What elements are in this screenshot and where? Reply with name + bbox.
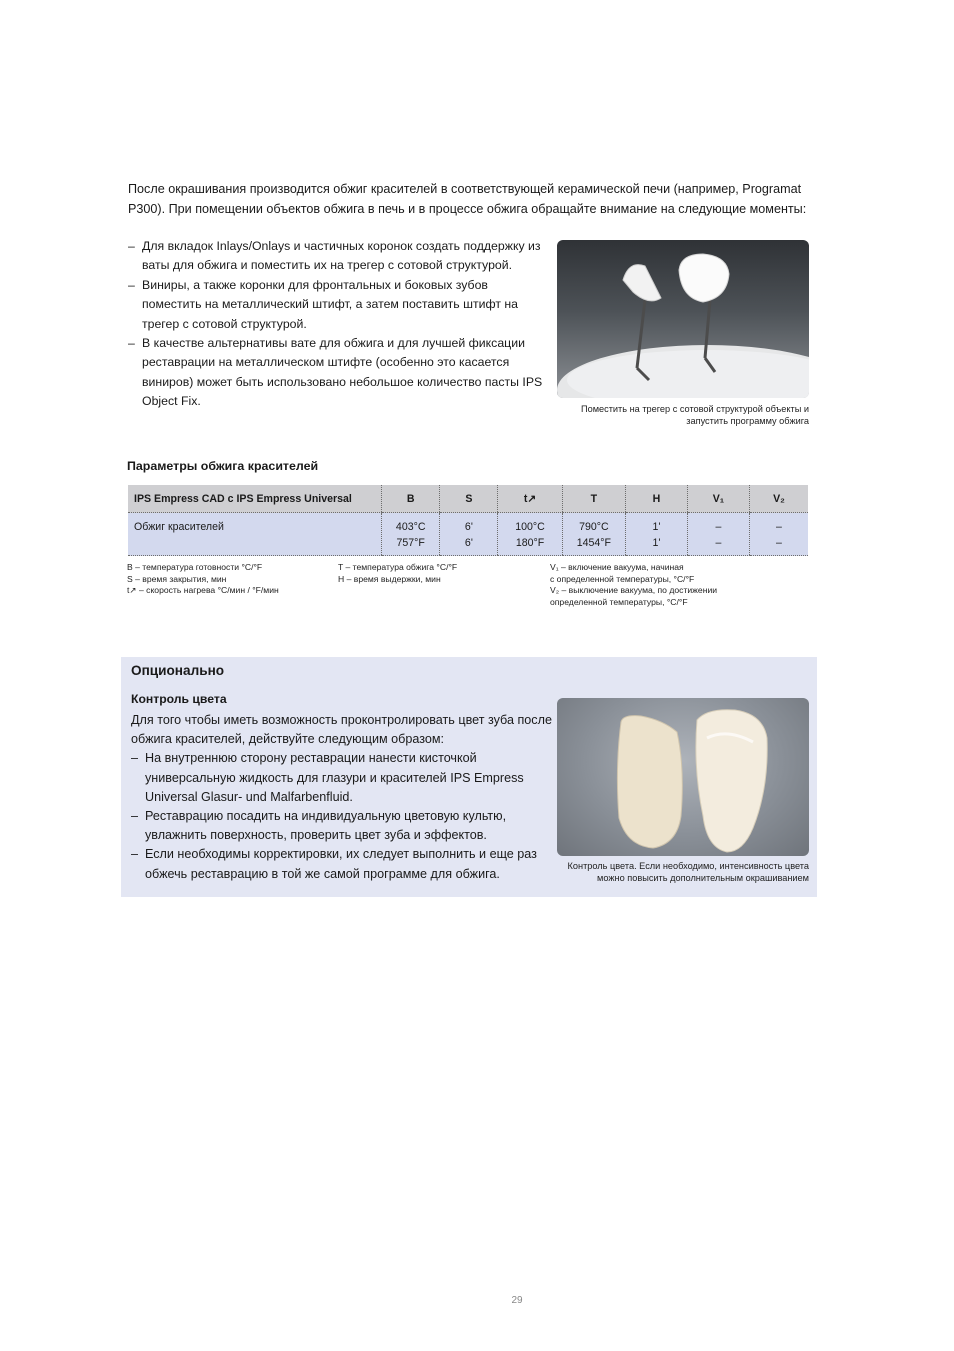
list-item-text: Виниры, а также коронки для фронтальных и боковых зубов поместить на металлический штифт, а затем поставить штифт на трегер с сотовой структурой. bbox=[142, 277, 519, 331]
legend-item: t↗ – скорость нагрева °C/мин / °F/мин bbox=[127, 585, 279, 595]
bullet-dash: – bbox=[131, 751, 139, 766]
bullet-dash: – bbox=[131, 847, 139, 862]
legend-column bbox=[338, 562, 457, 585]
veneer bbox=[623, 265, 661, 301]
table-cell: 6' 6' bbox=[440, 513, 498, 556]
legend-item: H – время выдержки, мин bbox=[338, 573, 441, 584]
table-row bbox=[128, 513, 808, 556]
table-cell: 403°C 757°F bbox=[382, 513, 440, 556]
page-number: 29 bbox=[511, 1295, 523, 1306]
table-cell: 1' 1' bbox=[626, 513, 688, 556]
legend-item: T – температура обжига °C/°F bbox=[338, 562, 458, 572]
color-check-illustration bbox=[557, 698, 809, 856]
legend-item: V₁ – включение вакуума, начиная bbox=[550, 562, 684, 572]
legend-item: с определенной температуры, °C/°F bbox=[550, 573, 695, 584]
crown bbox=[679, 254, 729, 302]
list-item bbox=[131, 749, 556, 807]
legend-column bbox=[127, 562, 279, 597]
optional-subtitle: Контроль цвета bbox=[131, 692, 227, 706]
intro-paragraph bbox=[128, 180, 808, 219]
list-item-text: Реставрацию посадить на индивидуальную цветовую культю, увлажнить поверхность, проверить цвет зуба и эффектов. bbox=[145, 809, 507, 843]
table-header: T bbox=[562, 485, 625, 513]
legend-item: V₂ – выключение вакуума, по достижении bbox=[550, 585, 718, 595]
section-title: Параметры обжига красителей bbox=[127, 459, 319, 473]
optional-paragraph: Для того чтобы иметь возможность проконтролировать цвет зуба после обжига красителей, действуйте следующим образом: bbox=[131, 713, 552, 747]
list-item bbox=[131, 807, 556, 845]
table-header: H bbox=[626, 485, 688, 513]
table-header: B bbox=[382, 485, 440, 513]
list-item bbox=[128, 334, 548, 412]
table-header: IPS Empress CAD с IPS Empress Universal bbox=[128, 485, 382, 513]
optional-title: Опционально bbox=[131, 663, 225, 678]
list-item-text: На внутреннюю сторону реставрации нанести кисточкой универсальную жидкость для глазури и красителей IPS Empress Universal Glasur- und Malfarbenfluid. bbox=[145, 751, 524, 804]
bullet-dash: – bbox=[128, 239, 135, 253]
table-header-row bbox=[128, 485, 808, 513]
figure-caption: Поместить на трегер с сотовой структурой объекты и запустить программу обжига bbox=[580, 404, 809, 426]
table-header: S bbox=[440, 485, 498, 513]
firing-tray-illustration bbox=[557, 240, 809, 398]
table-cell: 790°C 1454°F bbox=[562, 513, 625, 556]
tooth bbox=[696, 710, 767, 852]
firing-parameters-table bbox=[128, 485, 808, 556]
firing-tray-photo bbox=[557, 240, 809, 398]
figure-caption: Контроль цвета. Если необходимо, интенсивность цвета можно повысить дополнительным окрашиванием bbox=[567, 861, 809, 883]
legend-item: определенной температуры, °C/°F bbox=[550, 596, 688, 607]
bullet-dash: – bbox=[128, 336, 135, 351]
list-item-text: В качестве альтернативы вате для обжига и для лучшей фиксации реставрации на металлическом штифте (особенно это касается виниров) может быть использовано небольшое количество пасты IPS Object Fix. bbox=[142, 336, 543, 409]
legend-column bbox=[550, 562, 717, 608]
legend-item: B – температура готовности °C/°F bbox=[127, 562, 263, 572]
table-cell: – – bbox=[687, 513, 749, 556]
intro-text: После окрашивания производится обжиг красителей в соответствующей керамической печи (например, Programat P300). При помещении объектов обжига в печь и в процессе обжига обращайте внимание на следующие моменты: bbox=[128, 182, 807, 216]
list-item bbox=[128, 237, 548, 276]
table-cell: 100°C 180°F bbox=[498, 513, 562, 556]
intro-bullet-list bbox=[128, 237, 548, 412]
color-check-photo bbox=[557, 698, 809, 856]
bullet-dash: – bbox=[128, 277, 135, 292]
bullet-dash: – bbox=[131, 809, 139, 824]
table-header: V₁ bbox=[687, 485, 749, 513]
table-cell: – – bbox=[749, 513, 808, 556]
list-item-text: Если необходимы корректировки, их следует выполнить и еще раз обжечь реставрацию в той же самой программе для обжига. bbox=[145, 847, 537, 881]
table-header: t↗ bbox=[498, 485, 562, 513]
die-with-restoration bbox=[617, 716, 682, 848]
list-item bbox=[131, 845, 556, 883]
list-item bbox=[128, 276, 548, 334]
table-header: V₂ bbox=[749, 485, 808, 513]
optional-body bbox=[131, 711, 556, 884]
table-cell: Обжиг красителей bbox=[128, 513, 382, 556]
legend-item: S – время закрытия, мин bbox=[127, 573, 227, 584]
list-item-text: Для вкладок Inlays/Onlays и частичных коронок создать поддержку из ваты для обжига и поместить их на трегер с сотовой структурой. bbox=[142, 239, 541, 273]
